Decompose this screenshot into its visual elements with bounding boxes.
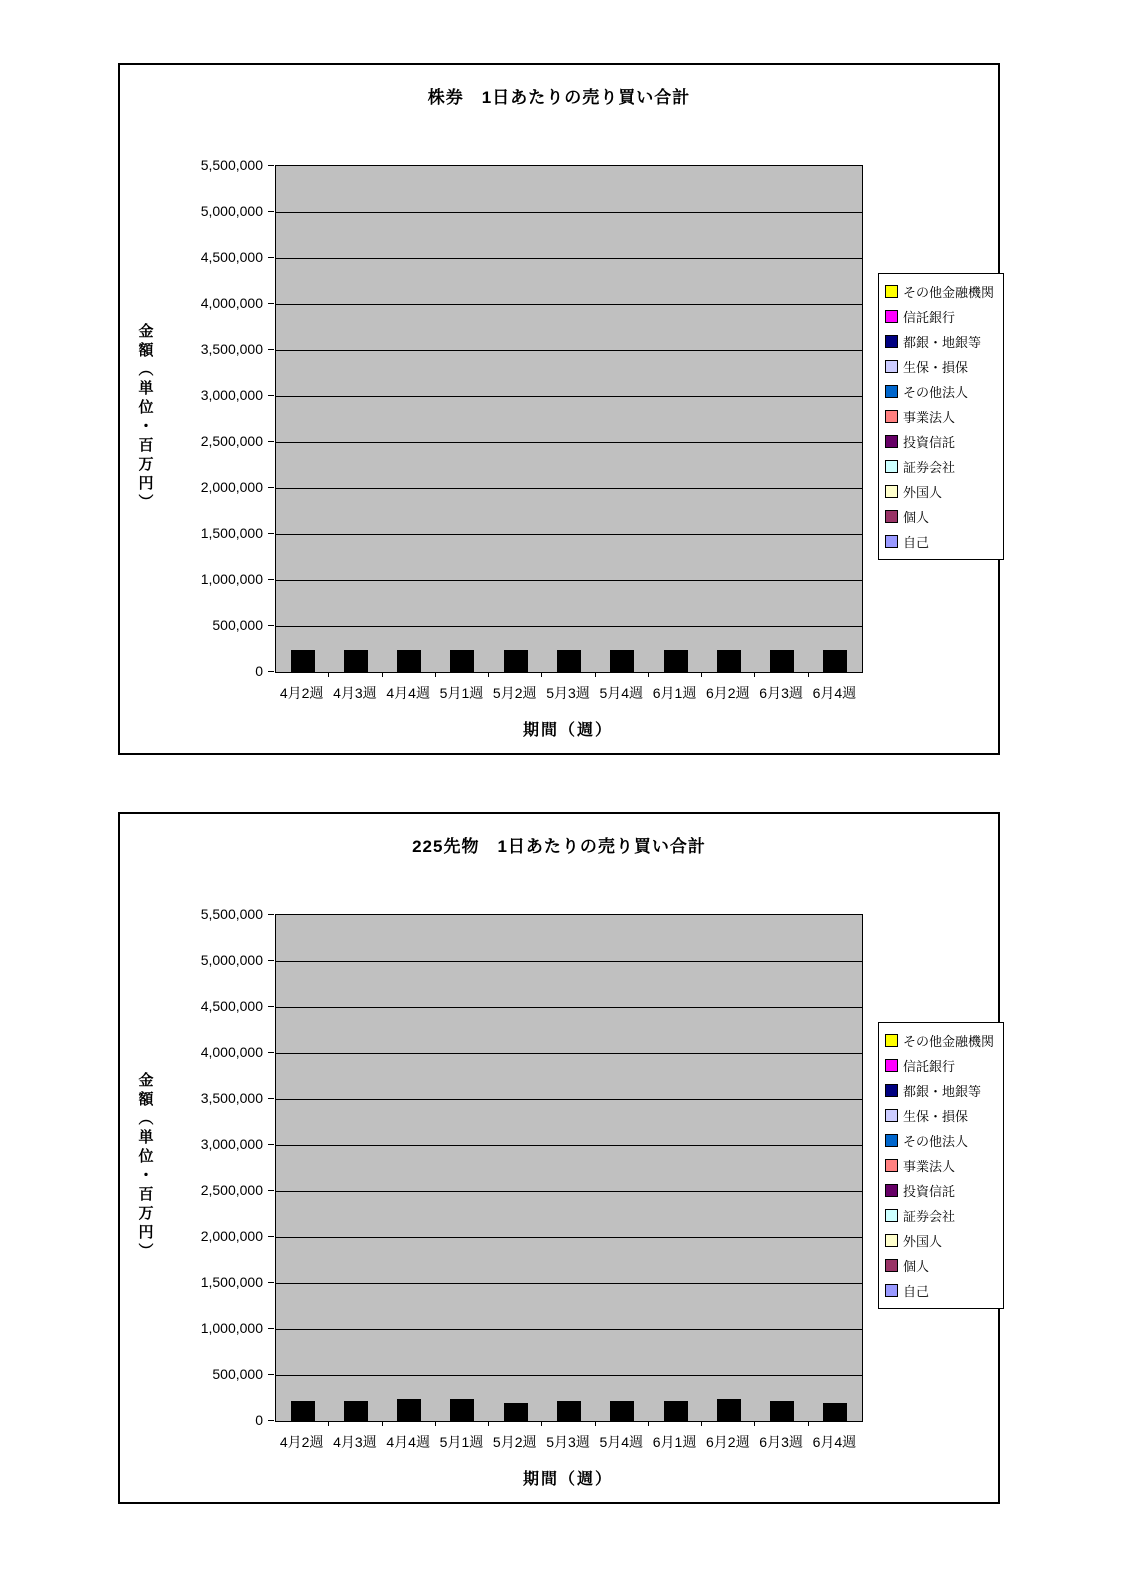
gridline (276, 1099, 862, 1100)
bar-group (450, 1399, 474, 1421)
bar-segment-自己 (664, 670, 688, 672)
legend-item (885, 479, 1001, 504)
legend-swatch-自己 (885, 535, 898, 548)
y-axis-tick-label: 2,000,000 (200, 1228, 263, 1244)
legend-label: 自己 (903, 535, 930, 550)
y-axis-tick-label: 4,000,000 (200, 1044, 263, 1060)
x-axis-category-label: 4月2週 (279, 1434, 324, 1450)
y-tick-mark (268, 487, 274, 488)
bar-segment-自己 (717, 1419, 741, 1421)
x-axis-category-label: 6月3週 (759, 685, 803, 701)
gridline (276, 442, 862, 443)
legend-item (885, 329, 1001, 354)
legend (878, 273, 1004, 560)
x-tick-mark (435, 1422, 436, 1426)
legend-item (885, 304, 1001, 329)
y-tick-mark (268, 211, 274, 212)
x-axis-category-label: 6月4週 (812, 685, 857, 701)
x-axis-title: 期間（週） (522, 1471, 613, 1488)
legend-swatch-投資信託 (885, 1184, 898, 1197)
legend-swatch-生保・損保 (885, 360, 898, 373)
gridline (276, 1053, 862, 1054)
x-axis-category-label: 4月2週 (279, 685, 324, 701)
bar-segment-自己 (291, 1419, 315, 1421)
gridline (276, 304, 862, 305)
legend-label: 投資信託 (903, 1184, 956, 1199)
bar-segment-自己 (664, 1419, 688, 1421)
x-tick-mark (541, 673, 542, 677)
legend-label: 事業法人 (903, 1159, 956, 1174)
bar-group (504, 650, 528, 672)
x-tick-mark (488, 673, 489, 677)
gridline (276, 1191, 862, 1192)
y-tick-mark (268, 349, 274, 350)
bar-segment-自己 (344, 1419, 368, 1421)
y-tick-mark (268, 441, 274, 442)
futures-chart-figure (118, 812, 1000, 1504)
legend-item (885, 1053, 1001, 1078)
legend-label: 信託銀行 (903, 310, 956, 325)
y-axis-tick-label: 5,500,000 (200, 157, 263, 173)
bar-group (610, 1401, 634, 1421)
legend-item (885, 1078, 1001, 1103)
y-axis-tick-label: 3,000,000 (200, 1136, 263, 1152)
bar-group (450, 650, 474, 672)
legend-item (885, 1028, 1001, 1053)
legend-swatch-信託銀行 (885, 1059, 898, 1072)
bar-group (770, 1401, 794, 1421)
plot-area (275, 165, 863, 673)
bar-group (717, 1399, 741, 1421)
legend-label: その他法人 (903, 385, 969, 400)
bar-segment-自己 (504, 1419, 528, 1421)
x-tick-mark (701, 673, 702, 677)
y-axis-tick-label: 1,000,000 (200, 571, 263, 587)
legend-item (885, 1278, 1001, 1303)
x-axis-title: 期間（週） (522, 722, 613, 739)
legend-label: 都銀・地銀等 (903, 1084, 982, 1099)
y-tick-mark (268, 1144, 274, 1145)
gridline (276, 212, 862, 213)
bar-segment-自己 (823, 1419, 847, 1421)
y-tick-mark (268, 1006, 274, 1007)
gridline (276, 258, 862, 259)
y-tick-mark (268, 1098, 274, 1099)
bar-segment-自己 (770, 670, 794, 672)
y-tick-mark (268, 960, 274, 961)
legend-swatch-自己 (885, 1284, 898, 1297)
x-tick-mark (328, 1422, 329, 1426)
x-tick-mark (648, 673, 649, 677)
x-axis-category-label: 4月3週 (333, 1434, 377, 1450)
bar-segment-自己 (397, 670, 421, 672)
bar-segment-自己 (717, 670, 741, 672)
y-tick-mark (268, 1328, 274, 1329)
bar-group (344, 1401, 368, 1421)
x-axis-category-label: 6月1週 (652, 685, 697, 701)
x-tick-mark (754, 1422, 755, 1426)
y-tick-mark (268, 579, 274, 580)
y-axis-tick-label: 1,500,000 (200, 1274, 263, 1290)
x-tick-mark (595, 1422, 596, 1426)
legend-swatch-個人 (885, 1259, 898, 1272)
x-axis-category-label: 5月3週 (546, 685, 590, 701)
legend-item (885, 1178, 1001, 1203)
y-axis-tick-label: 500,000 (212, 1366, 263, 1382)
legend-item (885, 504, 1001, 529)
y-axis-tick-label: 2,000,000 (200, 479, 263, 495)
gridline (276, 1145, 862, 1146)
bar-segment-自己 (557, 670, 581, 672)
legend-item (885, 404, 1001, 429)
gridline (276, 1237, 862, 1238)
legend-item (885, 1128, 1001, 1153)
y-axis-tick-label: 3,500,000 (200, 341, 263, 357)
x-axis-category-label: 5月2週 (492, 1434, 537, 1450)
legend-label: 事業法人 (903, 410, 956, 425)
x-tick-mark (488, 1422, 489, 1426)
legend-item (885, 1253, 1001, 1278)
y-axis-tick-label: 4,500,000 (200, 998, 263, 1014)
y-axis-title: 金額（単位・百万円） (136, 1072, 154, 1262)
legend-swatch-証券会社 (885, 1209, 898, 1222)
stock-chart-figure (118, 63, 1000, 755)
legend-item (885, 429, 1001, 454)
legend-swatch-外国人 (885, 485, 898, 498)
y-axis-title: 金額（単位・百万円） (136, 323, 154, 513)
legend-label: 生保・損保 (903, 360, 969, 375)
bar-segment-自己 (504, 670, 528, 672)
gridline (276, 580, 862, 581)
bar-group (770, 650, 794, 672)
y-tick-mark (268, 395, 274, 396)
y-tick-mark (268, 257, 274, 258)
y-axis-tick-label: 1,000,000 (200, 1320, 263, 1336)
gridline (276, 1375, 862, 1376)
y-tick-mark (268, 303, 274, 304)
legend-swatch-事業法人 (885, 410, 898, 423)
x-axis-category-label: 5月1週 (439, 685, 484, 701)
legend-swatch-証券会社 (885, 460, 898, 473)
x-axis-category-label: 5月4週 (599, 1434, 644, 1450)
x-tick-mark (648, 1422, 649, 1426)
legend-swatch-外国人 (885, 1234, 898, 1247)
bar-segment-自己 (450, 1419, 474, 1421)
legend-swatch-都銀・地銀等 (885, 1084, 898, 1097)
gridline (276, 626, 862, 627)
legend-label: 個人 (903, 510, 930, 525)
legend-item (885, 379, 1001, 404)
legend-label: 証券会社 (903, 1209, 956, 1224)
y-axis-tick-label: 5,000,000 (200, 203, 263, 219)
bar-segment-自己 (610, 670, 634, 672)
x-axis-category-label: 5月4週 (599, 685, 644, 701)
bar-group (823, 650, 847, 672)
legend-swatch-その他金融機関 (885, 1034, 898, 1047)
legend-swatch-その他法人 (885, 1134, 898, 1147)
legend-swatch-生保・損保 (885, 1109, 898, 1122)
bar-segment-自己 (397, 1419, 421, 1421)
legend-label: その他金融機関 (903, 285, 995, 300)
y-axis-tick-label: 3,000,000 (200, 387, 263, 403)
y-axis-tick-label: 0 (255, 663, 263, 679)
legend-item (885, 354, 1001, 379)
legend-label: 信託銀行 (903, 1059, 956, 1074)
gridline (276, 1007, 862, 1008)
y-axis-tick-label: 2,500,000 (200, 433, 263, 449)
gridline (276, 488, 862, 489)
gridline (276, 1283, 862, 1284)
chart-title: 225先物 1日あたりの売り買い合計 (412, 837, 706, 856)
gridline (276, 350, 862, 351)
legend-item (885, 1153, 1001, 1178)
gridline (276, 396, 862, 397)
legend-label: 投資信託 (903, 435, 956, 450)
legend-label: 個人 (903, 1259, 930, 1274)
x-axis-category-label: 6月2週 (706, 685, 750, 701)
y-axis-tick-label: 5,000,000 (200, 952, 263, 968)
legend-swatch-その他金融機関 (885, 285, 898, 298)
x-axis-category-label: 4月4週 (386, 685, 430, 701)
bar-segment-自己 (770, 1419, 794, 1421)
bar-segment-自己 (610, 1419, 634, 1421)
y-tick-mark (268, 1236, 274, 1237)
x-axis-category-label: 4月3週 (333, 685, 377, 701)
x-tick-mark (382, 673, 383, 677)
y-axis-tick-label: 4,000,000 (200, 295, 263, 311)
x-tick-mark (435, 673, 436, 677)
legend (878, 1022, 1004, 1309)
x-tick-mark (808, 673, 809, 677)
bar-segment-自己 (344, 670, 368, 672)
legend-swatch-事業法人 (885, 1159, 898, 1172)
legend-item (885, 1103, 1001, 1128)
legend-item (885, 1203, 1001, 1228)
legend-label: その他法人 (903, 1134, 969, 1149)
legend-swatch-信託銀行 (885, 310, 898, 323)
bar-group (717, 650, 741, 672)
x-axis-category-label: 5月1週 (439, 1434, 484, 1450)
legend-label: 自己 (903, 1284, 930, 1299)
y-axis-title-wrap (130, 165, 160, 671)
bar-group (664, 1401, 688, 1421)
x-axis-category-label: 6月4週 (812, 1434, 857, 1450)
legend-swatch-個人 (885, 510, 898, 523)
bar-group (291, 1401, 315, 1421)
x-axis-category-label: 4月4週 (386, 1434, 430, 1450)
y-axis-tick-label: 0 (255, 1412, 263, 1428)
y-axis-tick-label: 500,000 (212, 617, 263, 633)
plot-area (275, 914, 863, 1422)
bar-group (557, 1401, 581, 1421)
x-tick-mark (701, 1422, 702, 1426)
y-tick-mark (268, 671, 274, 672)
bar-segment-自己 (823, 670, 847, 672)
x-tick-mark (754, 673, 755, 677)
y-axis-tick-label: 1,500,000 (200, 525, 263, 541)
legend-label: 証券会社 (903, 460, 956, 475)
bar-group (664, 650, 688, 672)
bar-group (504, 1403, 528, 1421)
x-axis-category-label: 6月2週 (706, 1434, 750, 1450)
x-tick-mark (595, 673, 596, 677)
y-axis-tick-label: 2,500,000 (200, 1182, 263, 1198)
legend-item (885, 279, 1001, 304)
legend-label: その他金融機関 (903, 1034, 995, 1049)
y-axis-title-wrap (130, 914, 160, 1420)
legend-swatch-投資信託 (885, 435, 898, 448)
bar-segment-自己 (450, 670, 474, 672)
x-axis-category-label: 6月1週 (652, 1434, 697, 1450)
y-tick-mark (268, 914, 274, 915)
x-tick-mark (808, 1422, 809, 1426)
x-tick-mark (382, 1422, 383, 1426)
y-tick-mark (268, 533, 274, 534)
bar-group (397, 1399, 421, 1421)
x-axis-category-label: 6月3週 (759, 1434, 803, 1450)
legend-label: 外国人 (903, 1234, 943, 1249)
bar-group (610, 650, 634, 672)
y-tick-mark (268, 1374, 274, 1375)
legend-item (885, 454, 1001, 479)
x-tick-mark (328, 673, 329, 677)
y-tick-mark (268, 1052, 274, 1053)
chart-title: 株券 1日あたりの売り買い合計 (427, 88, 691, 107)
y-tick-mark (268, 165, 274, 166)
x-axis-category-label: 5月2週 (492, 685, 537, 701)
legend-label: 生保・損保 (903, 1109, 969, 1124)
y-tick-mark (268, 1420, 274, 1421)
bar-segment-自己 (291, 670, 315, 672)
x-tick-mark (541, 1422, 542, 1426)
y-axis-tick-label: 5,500,000 (200, 906, 263, 922)
y-tick-mark (268, 1282, 274, 1283)
legend-item (885, 1228, 1001, 1253)
bar-group (823, 1403, 847, 1421)
bar-group (291, 650, 315, 672)
gridline (276, 534, 862, 535)
y-tick-mark (268, 1190, 274, 1191)
legend-label: 外国人 (903, 485, 943, 500)
y-axis-tick-label: 4,500,000 (200, 249, 263, 265)
legend-swatch-都銀・地銀等 (885, 335, 898, 348)
bar-segment-自己 (557, 1419, 581, 1421)
bar-group (557, 650, 581, 672)
legend-label: 都銀・地銀等 (903, 335, 982, 350)
gridline (276, 961, 862, 962)
y-tick-mark (268, 625, 274, 626)
x-axis-category-label: 5月3週 (546, 1434, 590, 1450)
bar-group (397, 650, 421, 672)
gridline (276, 1329, 862, 1330)
bar-group (344, 650, 368, 672)
y-axis-tick-label: 3,500,000 (200, 1090, 263, 1106)
legend-swatch-その他法人 (885, 385, 898, 398)
legend-item (885, 529, 1001, 554)
